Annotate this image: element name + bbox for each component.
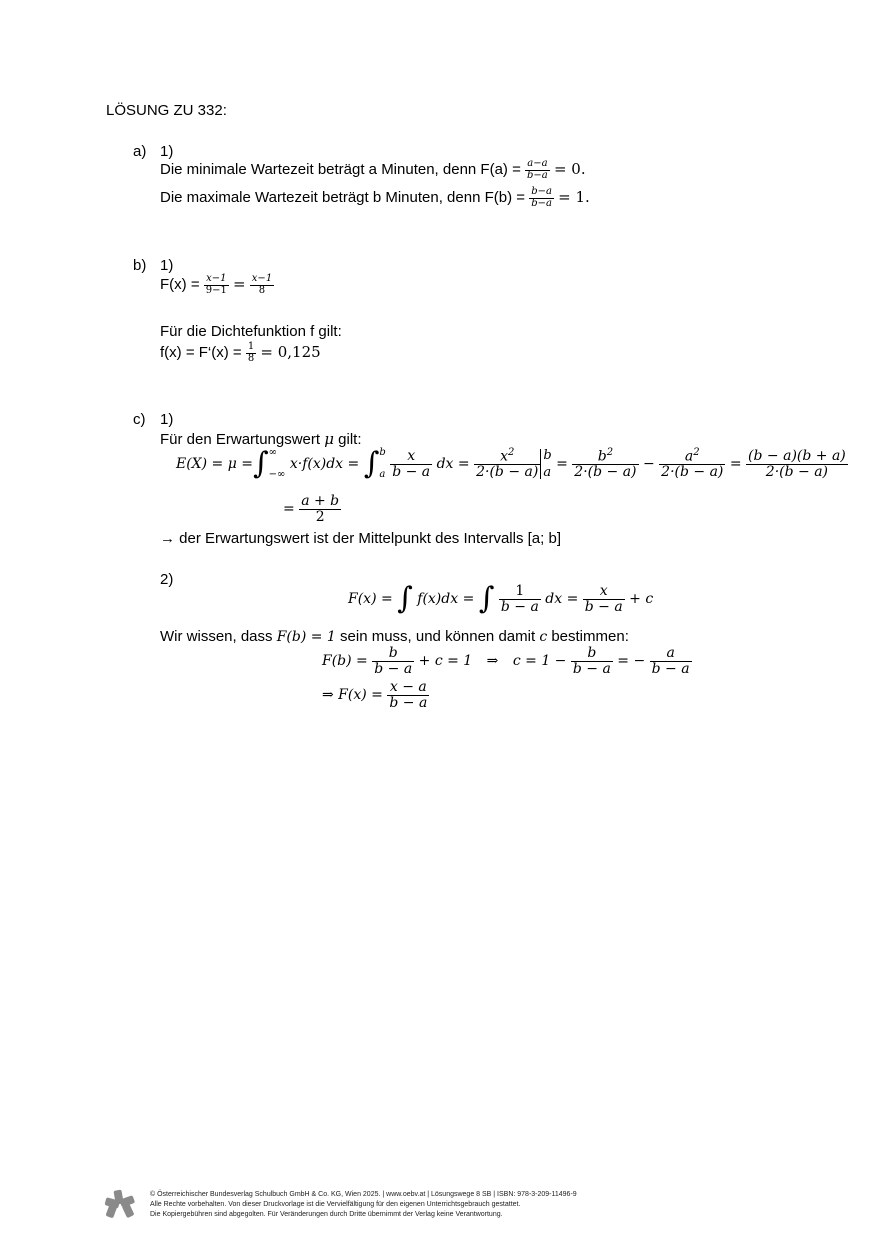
b-frac1-den: 9−1	[205, 284, 227, 296]
c-eq1-lhs: E(X) = μ =	[176, 455, 254, 472]
c-F-mid: f(x)dx =	[417, 591, 475, 608]
c-eval-lower: a	[543, 465, 552, 481]
section-a-line1	[160, 159, 586, 181]
footer-line3: Die Kopiergebühren sind abgegolten. Für Veränderungen durch Dritte übernimmt der Verlag keine Verantwortung.	[150, 1210, 503, 1218]
c-know-pre: Wir wissen, dass	[160, 628, 273, 645]
c-eval-bar	[540, 449, 551, 479]
c-line2-den: 2	[299, 509, 341, 525]
c-int2-upper: b	[379, 447, 386, 459]
c-int1-body: x·f(x)dx =	[289, 455, 360, 472]
c-F-den2: b − a	[584, 598, 623, 615]
a-line2-fraction	[529, 187, 554, 209]
c-F-num: 1	[515, 583, 525, 599]
c-f5-sup: 2	[693, 447, 700, 458]
b-frac1-num: x−1	[206, 273, 227, 284]
integral-icon: ∫	[478, 581, 495, 617]
c-ew-post: gilt:	[338, 431, 362, 448]
a-line2-den: b−a	[531, 197, 552, 209]
a-line2-result: = 1.	[558, 187, 590, 206]
c-f3-num: x	[500, 448, 508, 465]
c-Fb-frac	[372, 646, 414, 676]
c-eq-sign: =	[556, 455, 568, 472]
c-expectation-equation	[176, 448, 848, 480]
c-int2-num: x	[407, 447, 416, 464]
c-f3-sup: 2	[507, 447, 515, 458]
c-final-num: x − a	[389, 679, 427, 695]
page-title: LÖSUNG ZU 332:	[106, 102, 227, 119]
c-f3-frac	[474, 448, 540, 480]
c-final-frac	[387, 680, 429, 710]
c-final-den: b − a	[389, 694, 428, 711]
c-line2-frac	[299, 494, 341, 524]
c-f6-frac	[746, 449, 848, 479]
b-density-text: Für die Dichtefunktion f gilt:	[160, 323, 342, 340]
c-Fb-lhs: F(b) =	[322, 653, 368, 670]
b-eq: =	[233, 274, 246, 293]
c-c-num2: a	[666, 645, 675, 661]
c-final-result	[322, 680, 429, 710]
c-f4-num: b	[597, 448, 607, 465]
c-int1-upper: ∞	[268, 447, 278, 459]
c-c-num: b	[587, 645, 597, 661]
c-F-frac1	[499, 584, 541, 614]
section-c-number1: 1)	[160, 411, 174, 428]
b-deriv-label: f(x) = F‘(x) =	[160, 343, 242, 361]
c-F-frac2	[583, 584, 625, 614]
c-f5-num: a	[684, 448, 694, 465]
c-eval-upper: b	[543, 448, 552, 464]
section-b-fx	[160, 274, 274, 296]
b-frac2-num: x−1	[251, 273, 273, 284]
publisher-logo-icon	[104, 1189, 136, 1221]
c-F-num2: x	[599, 583, 608, 599]
c-Fb-den: b − a	[374, 660, 413, 677]
integral-icon: ∫	[363, 446, 380, 482]
c-f6-num: (b − a)(b + a)	[748, 447, 846, 464]
implies-arrow-icon: ⇒	[486, 653, 499, 670]
section-b-derivative	[160, 342, 321, 364]
a-line1-den: b−a	[527, 169, 548, 181]
section-b-number: 1)	[160, 257, 174, 274]
c-f3-den: 2·(b − a)	[476, 464, 539, 481]
c-c-frac	[571, 646, 613, 676]
integral-icon: ∫	[397, 581, 413, 617]
c-c-den: b − a	[572, 660, 611, 677]
b-frac1	[204, 274, 229, 296]
c-know-c: c	[539, 629, 548, 645]
a-line2-num: b−a	[531, 186, 552, 197]
c-expectation-result	[283, 494, 341, 524]
b-deriv-frac	[246, 342, 256, 364]
c-know-math: F(b) = 1	[276, 629, 336, 645]
b-deriv-den: 8	[247, 352, 255, 364]
c-c-frac2	[650, 646, 692, 676]
c-ew-pre: Für den Erwartungswert	[160, 431, 321, 448]
c-int2-den: b − a	[392, 463, 431, 480]
c-line2-num: a + b	[301, 493, 340, 509]
c-F-lhs: F(x) =	[348, 591, 393, 608]
c-conclusion: → der Erwartungswert ist der Mittelpunkt des Intervalls [a; b]	[160, 530, 561, 547]
c-c-lhs: c = 1 −	[512, 653, 567, 670]
c-int2-frac	[390, 449, 432, 479]
section-a-letter: a)	[133, 143, 147, 160]
b-deriv-result: = 0,125	[260, 342, 321, 361]
c-int1-lower: −∞	[268, 469, 286, 481]
c-f6-den: 2·(b − a)	[746, 464, 848, 480]
c-F-plus: + c	[629, 591, 654, 608]
c-int2-dx: dx =	[436, 455, 470, 472]
footer	[150, 1190, 577, 1219]
c-ew-mu: μ	[324, 430, 334, 448]
footer-line1: © Österreichischer Bundesverlag Schulbuch GmbH & Co. KG, Wien 2025. | www.oebv.at | Lösungswege 8 SB | ISBN: 978-3-209-11496-9	[150, 1191, 577, 1198]
c-f4-frac	[572, 448, 638, 480]
c-eq-sign-2: =	[729, 455, 742, 472]
c-int1-limits	[269, 448, 286, 480]
section-a-number: 1)	[160, 143, 174, 160]
c-int2-lower: a	[379, 469, 386, 481]
a-line1-text: Die minimale Wartezeit beträgt a Minuten, denn F(a) =	[160, 160, 521, 178]
a-line2-text: Die maximale Wartezeit beträgt b Minuten, denn F(b) =	[160, 188, 526, 206]
a-line1-result: = 0.	[553, 159, 586, 178]
c-know-mid: sein muss, und können damit	[340, 628, 536, 645]
a-line1-num: a−a	[527, 158, 548, 169]
footer-line2: Alle Rechte vorbehalten. Von dieser Druckvorlage ist die Vervielfältigung für den eigenen Unterrichtsgebrauch gestattet.	[150, 1200, 521, 1208]
c-int2-limits	[379, 448, 385, 480]
b-deriv-num: 1	[247, 341, 255, 352]
section-c-number2: 2)	[160, 571, 174, 588]
section-c-letter: c)	[133, 411, 146, 428]
b-frac2	[250, 274, 274, 296]
c-minus: −	[642, 455, 655, 472]
integral-icon: ∫	[253, 446, 269, 482]
c-f5-frac	[659, 448, 725, 480]
c-final-lhs: ⇒ F(x) =	[322, 687, 383, 704]
c-F-den: b − a	[500, 598, 539, 615]
c-c-den2: b − a	[651, 660, 690, 677]
section-a-line2	[160, 187, 590, 209]
c-f5-den: 2·(b − a)	[661, 464, 724, 481]
section-b-letter: b)	[133, 257, 147, 274]
c-know-text	[160, 628, 629, 645]
c-F-dx: dx =	[545, 591, 579, 608]
c-Fb-rest: + c = 1	[418, 653, 473, 670]
c-know-post: bestimmen:	[551, 628, 629, 645]
c-line2-eq: =	[283, 501, 295, 518]
c-Fb-num: b	[388, 645, 398, 661]
b-fx-label: F(x) =	[160, 275, 200, 293]
a-line1-fraction	[525, 159, 550, 181]
b-frac2-den: 8	[250, 285, 274, 297]
c-f4-sup: 2	[606, 447, 614, 458]
c-c-eq: = −	[617, 653, 646, 670]
c-f4-den: 2·(b − a)	[574, 464, 637, 481]
c-determine-c	[322, 646, 692, 676]
c-antiderivative	[348, 581, 654, 617]
